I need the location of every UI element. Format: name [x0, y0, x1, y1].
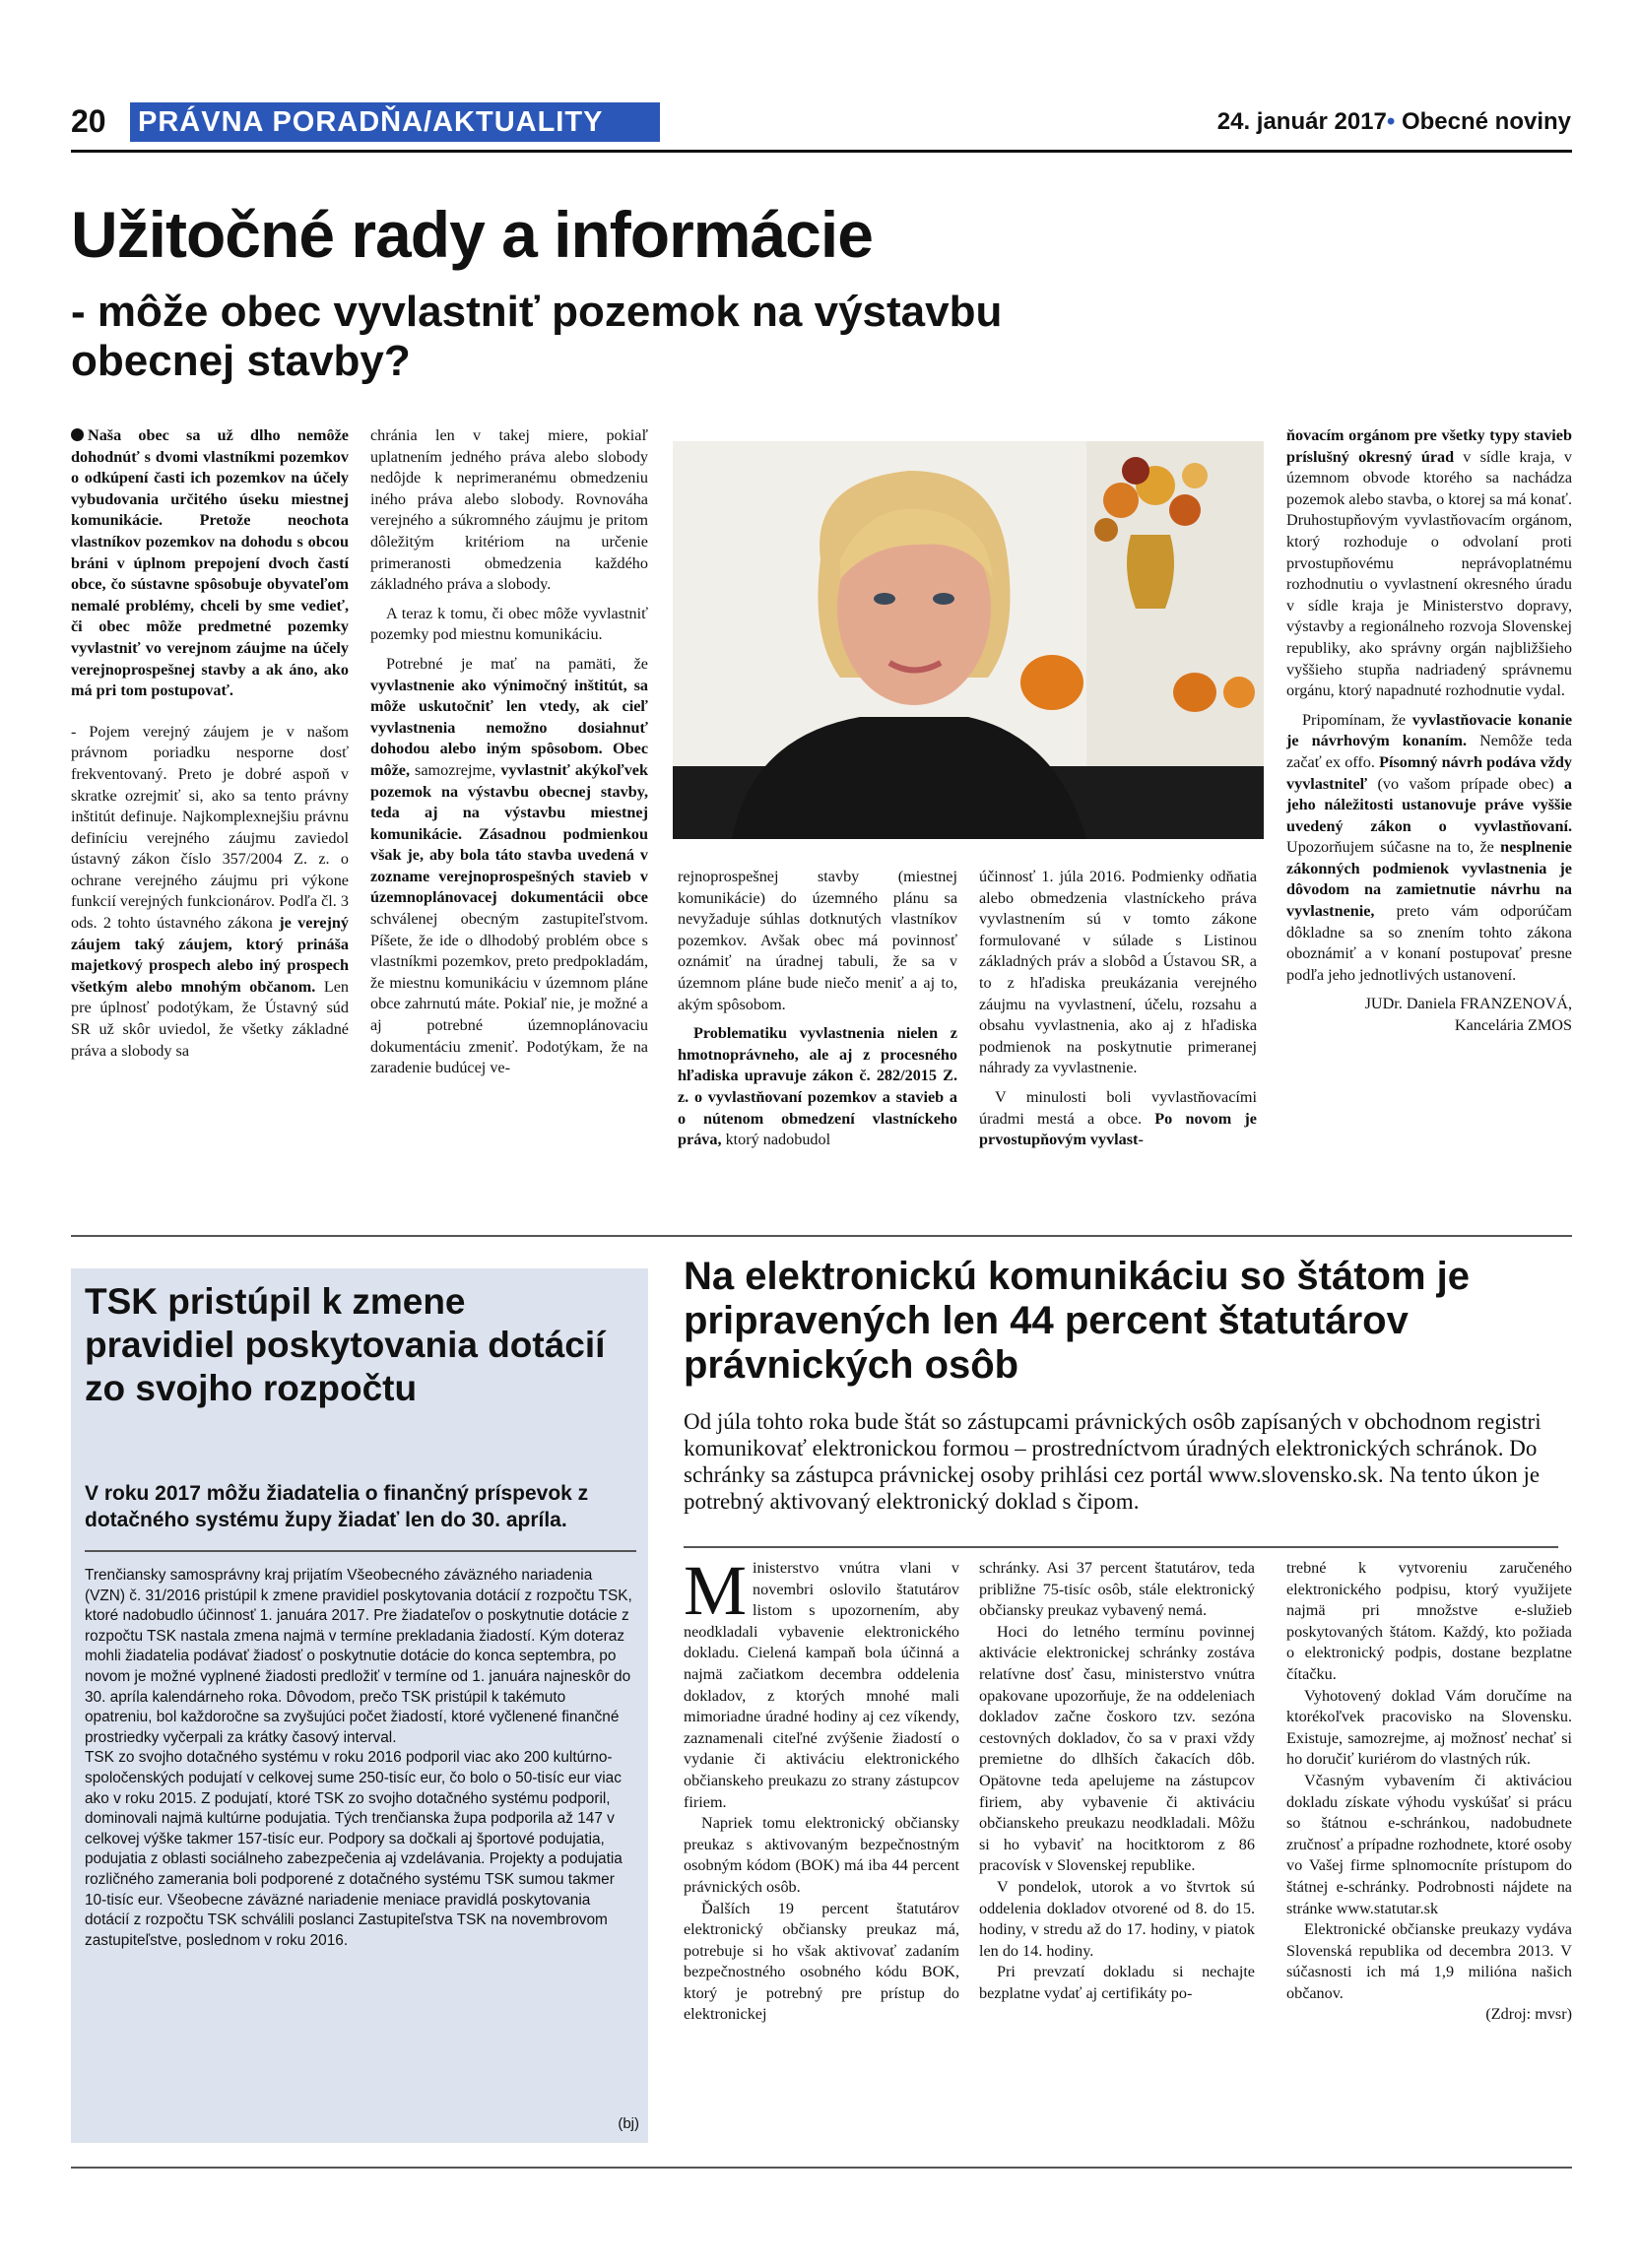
- paragraph: Pri prevzatí dokladu si nechajte bezplatne vydať aj certifikáty po-: [979, 1963, 1255, 2002]
- paragraph: Potrebné je mať na pamäti, že vyvlastnenie ako výnimočný inštitút, sa môže uskutočniť len vtedy, ak cieľ vyvlastnenia nemožno dosiahnuť dohodou alebo iným spôsobom. Obec môže, samozrejme, vyvlastniť akýkoľvek pozemok na výstavbu obecnej stavby, teda aj na výstavbu miestnej komunikácie. Zásadnou podmienkou však je, aby bola táto stavba uvedená v zozname verejnoprospešných stavieb v územnoplánovacej dokumentácii obce schválenej obecným zastupiteľstvom. Píšete, že ide o dlhodobý problém obce s vlastníkmi pozemkov, preto predpokladám, že miestnu komunikáciu v územnom pláne obce zahrnutú máte. Pokiaľ nie, je možné a aj potrebné územnoplánovaciu dokumentáciu zmeniť. Podotýkam, že na zaradenie budúcej ve-: [370, 654, 648, 1077]
- publication-name: Obecné noviny: [1401, 108, 1571, 135]
- answer-paragraph: - Pojem verejný záujem je v našom právnom poriadku nesporne dosť frekventovaný. Preto je dobré aspoň v skratke ozrejmiť si, ako sa tento právny inštitút definuje. Najkomplexnejšiu právnu definíciu verejného záujmu zaviedol ústavný zákon číslo 357/2004 Z. z. o ochrane verejného záujmu pri výkone funkcií verejných funkcionárov. Podľa čl. 3 ods. 2 tohto ústavného zákona je verejný záujem taký záujem, ktorý prináša majetkový prospech alebo iný prospech všetkým alebo mnohým občanom. Len pre úplnosť podotýkam, že Ústavný súd SR už skôr uviedol, že všetky základné práva a slobody sa: [71, 722, 350, 1060]
- eid-divider: [684, 1546, 1558, 1548]
- article-column-1: [71, 425, 349, 1069]
- author-name: JUDr. Daniela FRANZENOVÁ,: [1364, 995, 1572, 1013]
- article-column-5: [1286, 425, 1572, 1037]
- paragraph: trebné k vytvoreniu zaručeného elektronického podpisu, ktorý využijete najmä pri množstve e-služieb poskytovaných štátom. Každý, kto požiada o elektronický podpis, dostane bezplatne čítačku.: [1286, 1559, 1572, 1683]
- paragraph: Elektronické občianske preukazy vydáva Slovenská republika od decembra 2013. V súčasnosti ich má 1,9 milióna našich občanov.: [1286, 1920, 1572, 2002]
- paragraph: A teraz k tomu, či obec môže vyvlastniť pozemky pod miestnu komunikáciu.: [370, 604, 648, 644]
- portrait-image: [673, 441, 1264, 839]
- paragraph: Ďalších 19 percent štatutárov elektronický občiansky preukaz má, potrebuje si ho však aktivovať zadaním bezpečnostného osobného kódu BOK, ktorý je potrebný pre prístup do elektronickej: [684, 1899, 959, 2024]
- issue-date: 24. január 2017: [1216, 108, 1387, 135]
- paragraph: rejnoprospešnej stavby (miestnej komunikácie) do územného plánu sa nevyžaduje súhlas dotknutých vlastníkov pozemkov. Avšak obec má povinnosť oznámiť na úradnej tabuli, že sa v územnom pláne bude niečo meniť a aj to, akým spôsobom.: [678, 868, 957, 1013]
- paragraph: Trenčiansky samosprávny kraj prijatím Všeobecného záväzného nariadenia (VZN) č. 31/2016 pristúpil k zmene pravidiel poskytovania dotácií z rozpočtu TSK, ktoré nadobudlo účinnosť 1. januára 2017. Pre žiadateľov o poskytnutie dotácie z rozpočtu TSK nastala zmena najmä v termíne prekladania žiadostí. Kým doteraz mohli žiadatelia podávať žiadosť o poskytnutie dotácie do konca septembra, po novom je možné vyplnené žiadosti predložiť v termíne od 1. januára najneskôr do 30. apríla kalendárneho roka. Dôvodom, prečo TSK pristúpil k takémuto opatreniu, bol každoročne sa zvyšujúci počet žiadostí, ktoré vyčlenené finančné prostriedky vyčerpali za krátky časový interval.: [85, 1567, 632, 1746]
- eid-column-3: [1286, 1558, 1572, 2026]
- eid-column-1: [684, 1551, 959, 2026]
- article-subtitle: - môže obec vyvlastniť pozemok na výstavbu obecnej stavby?: [71, 288, 1003, 385]
- drop-cap: M: [684, 1551, 748, 1630]
- paragraph: TSK zo svojho dotačného systému v roku 2016 podporil viac ako 200 kultúrno-spoločenských podujatí v celkovej sume 250-tisíc eur, čo bolo o 50-tisíc eur viac ako v roku 2015. Z podujatí, ktoré TSK zo svojho dotačného systému podporil, dominovali najmä kultúrne podujatia. Tých trenčianska župa podporila až 147 v celkovej výške takmer 157-tisíc eur. Podpory sa dočkali aj športové podujatia, podujatia z oblasti sociálneho zabezpečenia aj vzdelávania. Projekty a podujatia rozličného zamerania boli podporené z dotačného systému TSK sumou takmer 10-tisíc eur. Všeobecne záväzné nariadenie meniace pravidlá poskytovania dotácií z rozpočtu TSK schválili poslanci Zastupiteľstva TSK na novembrovom zastupiteľstve, poslednom v roku 2016.: [85, 1749, 623, 1949]
- paragraph: Problematiku vyvlastnenia nielen z hmotnoprávneho, ale aj z procesného hľadiska upravuje zákon č. 282/2015 Z. z. o vyvlastňovaní pozemkov a stavieb a o nútenom obmedzení vlastníckeho práva, ktorý nadobudol: [678, 1024, 957, 1149]
- author-photo: [673, 441, 1264, 839]
- tsk-divider: [85, 1550, 636, 1552]
- author-organization: Kancelária ZMOS: [1454, 1016, 1572, 1035]
- page-number: 20: [71, 103, 106, 139]
- tsk-signature: (bj): [618, 2115, 639, 2132]
- article-column-3: [678, 867, 957, 1159]
- paragraph: Pripomínam, že vyvlastňovacie konanie je návrhovým konaním. Nemôže teda začať ex offo. Písomný návrh podáva vždy vyvlastniteľ (vo vašom prípade obec) a jeho náležitosti ustanovuje práve vyššie uvedený zákon o vyvlastňovaní. Upozorňujem súčasne na to, že nesplnenie zákonných podmienok vyvlastnenia je dôvodom na zamietnutie návrhu na vyvlastnenie, preto vám odporúčam dôkladne sa so znením tohto zákona oboznámiť a v konaní postupovať presne podľa jeho jednotlivých ustanovení.: [1286, 710, 1573, 984]
- tsk-title: TSK pristúpil k zmene pravidiel poskytovania dotácií zo svojho rozpočtu: [85, 1281, 606, 1408]
- article-column-4: [979, 867, 1257, 1159]
- paragraph: Ministerstvo vnútra vlani v novembri oslovilo štatutárov listom s upozornením, aby neodkladali vybavenie elektronického dokladu. Cielená kampaň bola účinná a najmä začiatkom decembra oddelenia dokladov, z ktorých mnohé mali mimoriadne úradné hodiny aj cez víkendy, zaznamenali citeľné zvýšenie žiadostí o vydanie či aktiváciu elektronického občianskeho preukazu zo strany zástupcov firiem.: [684, 1551, 959, 1811]
- paragraph: Vyhotovený doklad Vám doručíme na ktorékoľvek pracovisko na Slovensku. Existuje, samozrejme, aj možnosť nechať si ho doručiť kuriérom do vlastných rúk.: [1286, 1686, 1572, 1769]
- article-column-2: [370, 425, 648, 1087]
- separator-dot: •: [1386, 108, 1396, 135]
- tsk-lead: V roku 2017 môžu žiadatelia o finančný príspevok z dotačného systému župy žiadať len do 30. apríla.: [85, 1482, 589, 1531]
- paragraph: Včasným vybavením či aktiváciou dokladu získate výhodu vyskúšať si prácu so štátnou e-schránkou, nadobudnete zručnosť a prípadne rozhodnete, ktoré osoby vo Vašej firme splnomocníte prístupom do štátnej e-schránky. Podrobnosti nájdete na stránke www.statutar.sk: [1286, 1771, 1572, 1917]
- section-divider: [71, 1235, 1572, 1237]
- paragraph: Napriek tomu elektronický občiansky preukaz s aktivovaným bezpečnostným osobným kódom (BOK) má iba 44 percent právnických osôb.: [684, 1814, 959, 1896]
- source-note: (Zdroj: mvsr): [1485, 2005, 1572, 2024]
- paragraph: schránky. Asi 37 percent štatutárov, teda približne 75-tisíc osôb, stále elektronický občiansky preukaz vybavený nemá.: [979, 1559, 1255, 1620]
- header-rule: [71, 150, 1572, 153]
- paragraph: Hoci do letného termínu povinnej aktivácie elektronickej schránky zostáva relatívne dosť času, ministerstvo vnútra opakovane upozorňuje, že na oddeleniach dokladov začne čoskoro tzv. sezóna cestovných dokladov, čo sa v praxi vždy premietne do dlhších čakacích dôb. Opätovne teda apelujeme na zástupcov firiem, aby vybavenie či aktiváciu občianskeho preukazu neodkladali. Môžu si ho vybaviť na hocitktorom z 86 pracovísk v Slovenskej republike.: [979, 1622, 1255, 1875]
- section-banner: PRÁVNA PORADŇA/AKTUALITY: [130, 102, 660, 142]
- question-paragraph: Naša obec sa už dlho nemôže dohodnúť s dvomi vlastníkmi pozemkov o odkúpení časti ich pozemkov na účely vybudovania určitého úseku miestnej komunikácie. Pretože neochota vlastníkov pozemkov na dohodu s obcou bráni v úplnom prepojení dvoch častí obce, čo sústavne spôsobuje obyvateľom nemalé problémy, chceli by sme vedieť, či obec môže predmetné pozemky vyvlastniť vo verejnom záujme na účely verejnoprospešnej stavby a ak áno, ako má pri tom postupovať.: [71, 426, 349, 700]
- eid-column-2: [979, 1558, 1255, 2004]
- paragraph: chránia len v takej miere, pokiaľ uplatnením jedného práva alebo slobody nedôjde k neprimeranému obmedzeniu iného práva alebo slobody. Rovnováha verejného a súkromného záujmu je pritom dôležitým kritériom na určenie primeranosti obmedzenia každého základného práva a slobody.: [370, 426, 648, 594]
- tsk-body: [85, 1566, 636, 1951]
- article-title: Užitočné rady a informácie: [71, 198, 873, 271]
- paragraph: V minulosti boli vyvlastňovacími úradmi mestá a obce. Po novom je prvostupňovým vyvlast-: [979, 1087, 1257, 1149]
- eid-lead: Od júla tohto roka bude štát so zástupcami právnických osôb zapísaných v obchodnom registri komunikovať elektronickou formou – prostredníctvom úradných elektronických schránok. Do schránky sa zástupca právnickej osoby prihlási cez portál www.slovensko.sk. Na tento úkon je potrebný aktivovaný elektronický doklad s čipom.: [684, 1409, 1542, 1514]
- bullet-icon: [71, 428, 84, 441]
- paragraph: účinnosť 1. júla 2016. Podmienky odňatia alebo obmedzenia vlastníckeho práva vyvlastnením sú v tomto zákone formulované v súlade s Listinou základných práv a slobôd a Ústavou SR, a to z hľadiska preukázania verejného záujmu na vyvlastnení, účelu, rozsahu a obsahu vyvlastnenia, ako aj z hľadiska podmienok na poskytnutie primeranej náhrady za vyvlastnenie.: [979, 868, 1257, 1077]
- eid-title: Na elektronickú komunikáciu so štátom je pripravených len 44 percent štatutárov právnických osôb: [684, 1255, 1471, 1387]
- paragraph: V pondelok, utorok a vo štvrtok sú oddelenia dokladov otvorené od 8. do 15. hodiny, v stredu až do 17. hodiny, v piatok len do 14. hodiny.: [979, 1877, 1255, 1960]
- bottom-rule: [71, 2167, 1572, 2169]
- issue-info: [1217, 108, 1571, 136]
- paragraph: ňovacím orgánom pre všetky typy stavieb príslušný okresný úrad v sídle kraja, v územnom obvode ktorého sa nachádza pozemok alebo stavba, o ktorej sa má konať. Druhostupňovým vyvlastňovacím orgánom, ktorý rozhoduje o odvolaní proti prvostupňovému neprávoplatnému rozhodnutiu o vyvlastnení okresného úradu v sídle kraja je Ministerstvo dopravy, výstavby a regionálneho rozvoja Slovenskej republiky, ako správny orgán najbližšieho vyššieho stupňa nadriadený správnemu orgánu, ktorý napadnuté rozhodnutie vydal.: [1286, 426, 1572, 700]
